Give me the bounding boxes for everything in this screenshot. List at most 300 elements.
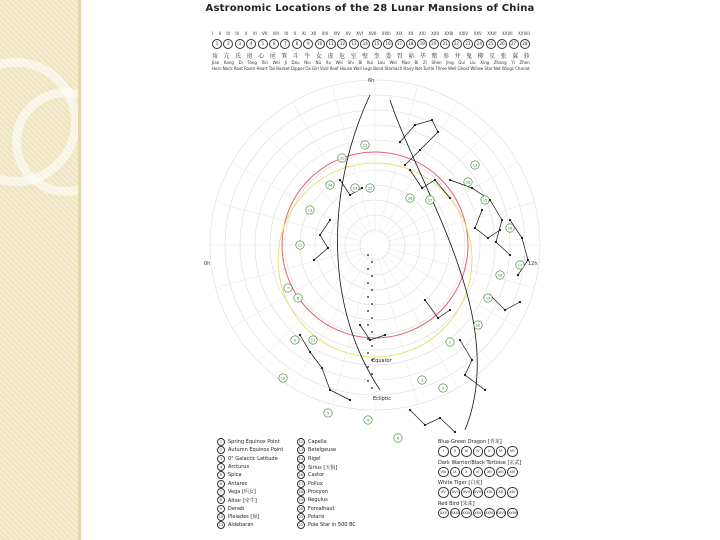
star-dot [371,303,373,305]
header-numbers-cell: 9 [303,39,313,49]
legend-item [217,513,283,521]
header-chinese-cell: 房 [246,53,253,60]
legend-group-title: Red Bird [朱雀] [438,500,475,507]
star-dot [339,179,341,181]
header-roman-cell: IV [235,31,240,36]
marker-label: 9 [293,338,297,343]
star-dot [434,179,436,181]
mansion-marker [361,141,369,149]
mansion-marker [406,194,414,202]
star-dot [481,209,483,211]
star-dot [367,282,369,284]
star-dot [367,338,369,340]
header-pinyin-cell: Bi [358,60,363,65]
header-numbers-cell: 2 [223,39,233,49]
header-pinyin-cell: Ji [284,60,287,65]
header-chinese-cell: 危 [339,53,346,60]
header-english-cell: Bond [373,66,384,71]
legend-group-badge: XXVI [484,508,495,519]
legend-group-badge: XXI [507,487,518,498]
mansion-marker [351,184,359,192]
header-pinyin-cell: Nü [315,60,322,65]
header-roman-cell: X [293,31,297,36]
star-dot [329,389,331,391]
header-roman-cell: XII [311,31,317,36]
legend-item [217,496,283,504]
label-0h: 0h [204,261,211,267]
header-chinese-cell: 星 [489,53,496,60]
legend-group-badge: XVII [461,487,472,498]
label-ecliptic: Ecliptic [373,396,391,402]
star-dot [367,254,369,256]
header-numbers-cell: 22 [452,39,462,49]
legend-middle [297,438,356,529]
legend-group-badge: XI [473,467,484,478]
legend-number-badge: 9 [217,505,225,513]
mansion-marker [464,178,472,186]
header-numbers-cell: 18 [406,39,416,49]
legend-label: 0° Galactic Latitude [228,455,278,462]
header-english-cell: Horn [212,66,222,71]
header-roman-cell: XIV [333,31,340,36]
legend-number-badge: 16 [298,473,304,478]
legend-number-badge: 13 [298,448,304,453]
legend-group-badge: VI [496,446,507,457]
legend-item [217,471,283,479]
marker-label: 24 [327,183,333,188]
header-chinese-cell: 氐 [235,53,242,60]
header-pinyin-cell: Xu [325,60,332,65]
star-dot [487,237,489,239]
marker-label: 17 [517,263,523,268]
header-chinese-row [212,51,530,60]
header-chinese-cell: 轸 [523,53,530,60]
mansion-marker [471,161,479,169]
header-english-cell: Tail [268,66,276,71]
header-chinese-cell: 室 [350,53,357,60]
header-chinese-cell: 尾 [269,53,276,60]
star-dot [471,187,473,189]
mansion-marker [291,336,299,344]
header-english-cell: Room [243,66,256,71]
legend-group-badge: XII [484,467,495,478]
grid-spoke [293,102,370,235]
mansion-marker [306,206,314,214]
header-chinese-cell: 昴 [408,53,415,60]
header-english-cell: Basket [276,66,290,71]
legend-item [217,504,283,512]
header-numbers-cell: 21 [440,39,450,49]
legend-group-badge: XXII [438,508,449,519]
legend-number-badge: 12 [298,440,304,445]
header-english-cell: Heart [256,66,268,71]
legend-label: Vega [织女] [228,489,256,496]
mansion-marker [364,416,372,424]
header-numbers-cell: 24 [474,39,484,49]
header-numbers-cell: 15 [372,39,382,49]
header-roman-cell: VII [262,31,268,36]
marker-label: 2 [441,386,445,391]
constellation-line [425,300,450,318]
header-numbers-cell: 20 [429,39,439,49]
star-dot [439,417,441,419]
legend-number-badge: 3 [217,455,225,463]
header-english-cell: Hairy [403,66,414,71]
legend-item [217,463,283,471]
mansion-marker [324,409,332,417]
legend-left [217,438,283,529]
legend-item [297,521,356,529]
star-dot [471,359,473,361]
star-dot [459,339,461,341]
legend-label: Betelgeuse [308,447,337,454]
header-chinese-cell: 心 [258,53,265,60]
header-chinese-cell: 觜 [431,53,438,60]
header-numbers-cell: 13 [349,39,359,49]
mansion-marker [294,294,302,302]
legend-group-badges [438,508,521,519]
star-dot [371,387,373,389]
marker-label: 18 [497,273,503,278]
header-chinese-cell: 角 [212,53,219,60]
header-numbers-cell: 3 [235,39,245,49]
marker-label: 23 [352,186,358,191]
header-pinyin-cell: Xing [480,60,490,65]
mansion-marker [326,181,334,189]
equator-line [338,95,381,390]
header-pinyin-cell: Fang [247,60,257,65]
mansion-marker [418,376,426,384]
legend-item [217,488,283,496]
header-number-row [212,39,530,49]
legend-number-badge: 5 [217,471,225,479]
header-chinese-cell: 柳 [477,53,484,60]
header-pinyin-cell: Zhang [493,60,507,65]
header-pinyin-cell: Kang [223,60,234,65]
legend-group-badge: I [438,446,449,457]
mansion-markers [279,141,524,442]
header-numbers-cell: 23 [463,39,473,49]
header-numbers-cell: 10 [315,39,325,49]
star-dot [367,310,369,312]
header-english-cell: House [339,66,353,71]
star-dot [371,373,373,375]
header-chinese-cell: 奎 [373,53,380,60]
header-numbers-cell: 6 [269,39,279,49]
header-chinese-cell: 箕 [281,53,288,60]
header-english-cell: Girl [311,66,319,71]
star-dot [359,324,361,326]
constellation-line [400,120,438,165]
grid-spoke [293,255,370,388]
legend-number-badge: 20 [298,506,304,511]
legend-number-badge: 18 [298,489,304,494]
mansion-marker [366,184,374,192]
legend-group-badge: XVI [450,487,461,498]
marker-label: 19 [485,296,491,301]
header-roman-cell: III [226,31,230,36]
header-numbers-cell: 14 [360,39,370,49]
star-dot [371,289,373,291]
legend-item [297,479,356,487]
header-english-cell: Legs [362,66,373,71]
marker-label: 8 [296,296,300,301]
legend-label: Altair [牵牛] [228,497,257,504]
star-dot [299,334,301,336]
grid-spoke [258,128,366,236]
header-english-cell: Neck [222,66,233,71]
header-roman-cell: II [218,31,221,36]
legend-item [217,479,283,487]
header-roman-row [212,31,530,36]
header-roman-cell: I [212,31,214,36]
constellation-line [314,220,330,260]
legend-group-badge: III [461,446,472,457]
label-6h: 6h [368,78,375,84]
decorative-ring [12,88,120,196]
legend-group-badge: XIV [507,467,518,478]
header-chinese-cell: 斗 [292,53,299,60]
star-dot [367,352,369,354]
legend-group-title: White Tiger [白虎] [438,480,483,486]
star-chart [204,70,538,441]
star-dot [371,317,373,319]
header-pinyin-cell: Xin [261,60,268,65]
star-dot [501,219,503,221]
label-equator: Equator [372,358,392,364]
header-pinyin-cell: Wei [389,60,397,65]
legend-group-badge: XXIV [461,508,472,519]
marker-label: 3 [420,378,424,383]
header-english-cell: Void [320,66,329,71]
mansion-marker [309,336,317,344]
legend-group-title: Blue-Green Dragon [青龙] [438,439,502,445]
legend-item [297,463,356,471]
header-english-cell: Willow [470,66,484,71]
header-roman-cell: XXIII [444,31,454,36]
galactic-line [390,100,477,430]
marker-label: 20 [475,323,481,328]
star-dot [449,309,451,311]
header-pinyin-cell: Niu [304,60,311,65]
header-pinyin-cell: Zhen [519,60,530,65]
star-dot [449,179,451,181]
legend-label: Arcturus [228,464,250,471]
legend-label: Polaris [308,513,325,520]
header-pinyin-cell: Shi [347,60,354,65]
star-dot [319,234,321,236]
constellation-line [410,410,455,432]
legend-group-badge: XIX [484,487,495,498]
header-english-cell: Chariot [515,66,530,71]
star-dot [409,169,411,171]
mansion-marker [516,261,524,269]
header-roman-cell: XXVII [502,31,513,36]
star-dot [313,259,315,261]
star-dot [424,424,426,426]
mansion-marker [484,294,492,302]
legend-group-badge: XXIII [450,508,461,519]
legend-label: Capella [308,439,327,446]
star-dot [449,197,451,199]
legend-label: Regulus [308,497,328,504]
marker-label: 7 [286,286,290,291]
legend-item [297,438,356,446]
star-dot [367,296,369,298]
mansion-marker [474,321,482,329]
header-english-cell: Well [448,66,457,71]
marker-label: 4 [366,418,370,423]
header-pinyin-row [212,60,530,65]
header-chinese-cell: 翼 [512,53,519,60]
constellation-line [475,210,500,238]
header-roman-cell: XXI [419,31,426,36]
star-dot [384,334,386,336]
star-dot [367,324,369,326]
marker-label: 11 [310,338,316,343]
star-dot [371,331,373,333]
marker-label: 26 [407,196,413,201]
slide-title: Astronomic Locations of the 28 Lunar Mansions of China [205,3,535,14]
legend-group-title: Dark Warrior/Black Tortoise [玄武] [438,459,522,466]
header-chinese-cell: 井 [454,53,461,60]
mansion-marker [279,374,287,382]
star-dot [414,124,416,126]
marker-label: 22 [339,156,345,161]
legend-item [297,513,356,521]
header-pinyin-cell: Di [238,60,243,65]
mansion-marker [506,224,514,232]
header-pinyin-cell: Zi [423,60,427,65]
header-numbers-cell: 5 [258,39,268,49]
legend-label: Fomalhaut [308,505,335,512]
legend-number-badge: 8 [217,496,225,504]
header-chinese-cell: 亢 [223,53,230,60]
legend-number-badge: 6 [217,480,225,488]
star-dot [349,194,351,196]
header-numbers-cell: 16 [383,39,393,49]
header-chinese-cell: 娄 [385,53,392,60]
mansion-marker [338,154,346,162]
header-roman-cell: XIX [396,31,403,36]
header-roman-cell: XV [345,31,351,36]
header-numbers-cell: 19 [417,39,427,49]
header-roman-cell: XXIV [458,31,469,36]
star-dot [327,247,329,249]
star-dot [367,366,369,368]
star-dot [504,309,506,311]
legend-group-badge: VIII [438,467,449,478]
legend-item [297,446,356,454]
header-chinese-cell: 鬼 [466,53,473,60]
legend-number-badge: 2 [217,446,225,454]
legend-label: Pleiades [昴] [228,514,260,521]
star-dot [329,219,331,221]
legend-item [217,455,283,463]
legend-group-badge: V [484,446,495,457]
header-roman-cell: XX [408,31,414,36]
legend-group-badge: XVIII [473,487,484,498]
legend-groups [438,436,521,518]
mansion-marker [394,434,402,442]
legend-group-badge: X [461,467,472,478]
header-roman-cell: V [244,31,248,36]
legend-group-badges [438,487,521,498]
header-numbers-cell: 28 [520,39,530,49]
legend-group-badge: XV [438,487,449,498]
header-chinese-cell: 女 [315,53,322,60]
header-english-cell: Dipper [290,66,305,71]
header-english-cell: Star [484,66,493,71]
header-roman-cell: VIII [272,31,279,36]
legend-group-badge: XXVII [496,508,507,519]
header-numbers-cell: 1 [212,39,222,49]
legend-group-badges [438,467,521,478]
header-pinyin-cell: Liu [469,60,476,65]
marker-label: 25 [367,186,373,191]
mansion-marker [426,196,434,204]
legend-number-badge: 17 [298,481,304,486]
legend-group-badge: XX [496,487,507,498]
grid-spoke [385,251,518,328]
marker-label: 16 [507,226,513,231]
mansion-marker [481,196,489,204]
legend-item [217,446,283,454]
header-english-cell: Root [233,66,243,71]
header-pinyin-cell: Wei [272,60,280,65]
legend-item [297,488,356,496]
header-english-cell: Stomach [384,66,403,71]
header-pinyin-cell: Kui [366,60,374,65]
header-roman-cell: XVIII [381,31,391,36]
marker-label: 14 [472,163,478,168]
header-pinyin-cell: Jiao [212,60,220,65]
legend-label: Rigel [308,455,321,462]
header-english-cell: Net [493,66,501,71]
marker-label: 21 [362,143,368,148]
star-dot [519,301,521,303]
label-12h: 12h [528,261,538,267]
marker-label: 27 [427,198,433,203]
grid-spoke [383,128,491,236]
star-dot [495,241,497,243]
header-english-cell: Turtle [423,66,435,71]
grid-spoke [381,255,458,391]
legend-label: Castor [308,472,325,479]
legend-number-badge: 22 [298,523,304,528]
mansion-marker [496,271,504,279]
marker-label: 15 [482,198,488,203]
header-english-cell: Wings [501,66,514,71]
legend-number-badge: 14 [298,456,304,461]
mansion-marker [446,338,454,346]
header-chinese-cell: 牛 [304,53,311,60]
header-pinyin-cell: Jing [446,60,454,65]
sidebar-edge [78,0,81,540]
star-dot [361,187,363,189]
header-english-cell: Roof [329,66,339,71]
legend-label: Deneb [228,505,245,512]
marker-label: 12 [297,243,303,248]
marker-label: 1 [448,340,452,345]
header-numbers-cell: 25 [486,39,496,49]
legend-item [297,504,356,512]
legend-label: Antares [228,480,248,487]
legend-label: Spring Equinox Point [228,439,280,446]
star-dot [321,367,323,369]
header-chinese-cell: 参 [442,53,449,60]
star-dot [369,339,371,341]
